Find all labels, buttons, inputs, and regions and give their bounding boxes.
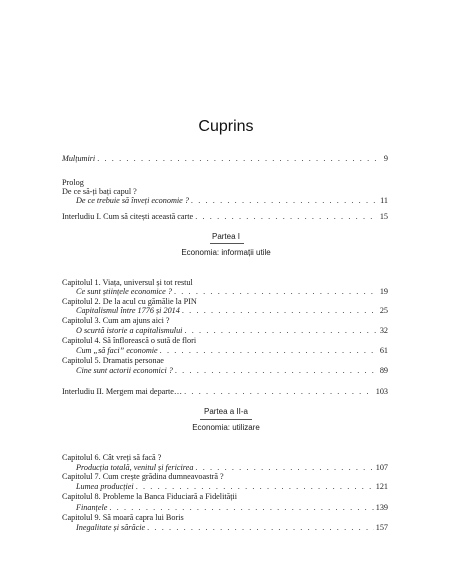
toc-chapter-label: Capitolul 5. Dramatis personae xyxy=(62,356,164,365)
toc-entry-label: Interludiu I. Cum să citești această carte xyxy=(62,212,194,221)
leader-dots xyxy=(184,326,377,336)
toc-chapter-4: Capitolul 4. Să înflorească o sută de flori xyxy=(62,336,197,345)
toc-entry-label: Cum „să faci” economie xyxy=(76,346,158,355)
toc-entry-label: Interludiu II. Mergem mai departe… xyxy=(62,387,183,396)
toc-entry-chapter-7[interactable] xyxy=(76,482,388,492)
leader-dots xyxy=(174,287,378,297)
toc-entry-label: Capitalismul între 1776 și 2014 xyxy=(76,306,180,315)
toc-page-number: 25 xyxy=(379,306,388,315)
toc-page-number: 103 xyxy=(375,387,388,396)
toc-entry-label: Producția totală, venitul și fericirea xyxy=(76,463,194,472)
toc-chapter-8: Capitolul 8. Probleme la Banca Fiduciară a Fidelității xyxy=(62,492,238,501)
toc-page-number: 32 xyxy=(379,326,388,335)
toc-entry-label: De ce trebuie să înveți economie ? xyxy=(76,196,189,205)
toc-entry-label: Inegalitate și sărăcie xyxy=(76,523,146,532)
toc-entry-chapter-5[interactable] xyxy=(76,366,388,376)
toc-entry-label: Lumea producției xyxy=(76,482,134,491)
toc-entry-label: O scurtă istorie a capitalismului xyxy=(76,326,183,335)
leader-dots xyxy=(109,503,373,513)
toc-entry-interludiu-2[interactable] xyxy=(62,387,388,397)
toc-chapter-3: Capitolul 3. Cum am ajuns aici ? xyxy=(62,316,170,325)
toc-chapter-7: Capitolul 7. Cum crește grădina dumneavoastră ? xyxy=(62,472,224,481)
toc-entry-chapter-4[interactable] xyxy=(76,346,388,356)
toc-entry-chapter-9[interactable] xyxy=(76,523,388,533)
toc-entry-label: Ce sunt științele economice ? xyxy=(76,287,172,296)
toc-page-number: 157 xyxy=(375,523,388,532)
leader-dots xyxy=(191,196,378,206)
toc-entry-chapter-3[interactable] xyxy=(76,326,388,336)
leader-dots xyxy=(97,154,382,164)
toc-chapter-6: Capitolul 6. Cât vreți să facă ? xyxy=(62,453,162,462)
part-1-label: Partea I xyxy=(211,232,240,241)
toc-entry-multumiri[interactable] xyxy=(62,154,388,164)
toc-entry-chapter-2[interactable] xyxy=(76,306,388,316)
leader-dots xyxy=(147,523,374,533)
toc-chapter-9: Capitolul 9. Să moară capra lui Boris xyxy=(62,513,184,522)
toc-page-number: 139 xyxy=(375,503,388,512)
toc-page-number: 107 xyxy=(375,463,388,472)
toc-entry-chapter-8[interactable] xyxy=(76,503,388,513)
toc-page-number: 9 xyxy=(383,154,388,163)
leader-dots xyxy=(175,366,378,376)
leader-dots xyxy=(160,346,378,356)
toc-chapter-5 xyxy=(62,356,164,366)
page-title: Cuprins xyxy=(198,118,254,135)
toc-entry-label: Cine sunt actorii economici ? xyxy=(76,366,173,375)
leader-dots xyxy=(195,212,378,222)
leader-dots xyxy=(184,387,374,397)
toc-entry-interludiu-1[interactable] xyxy=(62,212,388,222)
toc-chapter-2: Capitolul 2. De la acul cu gămălie la PIN xyxy=(62,297,197,306)
toc-page-number: 19 xyxy=(379,287,388,296)
leader-dots xyxy=(182,306,378,316)
part-2-subtitle: Economia: utilizare xyxy=(192,423,260,432)
toc-page-number: 11 xyxy=(380,196,388,205)
leader-dots xyxy=(136,482,374,492)
part-1-divider xyxy=(210,243,244,244)
toc-entry-label: Finanțele xyxy=(76,503,108,512)
toc-page-number: 121 xyxy=(375,482,388,491)
toc-heading-prolog: Prolog xyxy=(62,178,84,187)
part-1-subtitle: Economia: informații utile xyxy=(181,248,271,257)
toc-page-number: 15 xyxy=(379,212,388,221)
toc-chapter-1: Capitolul 1. Viața, universul și tot restul xyxy=(62,278,193,287)
toc-entry-label: Mulțumiri xyxy=(62,154,96,163)
toc-entry-prolog[interactable] xyxy=(76,196,388,206)
toc-page-number: 61 xyxy=(379,346,388,355)
toc-entry-chapter-1[interactable] xyxy=(76,287,388,297)
part-2-divider xyxy=(200,419,252,420)
part-2-label: Partea a II-a xyxy=(203,407,249,416)
toc-page-number: 89 xyxy=(379,366,388,375)
toc-entry-prolog-title: De ce să-ți bați capul ? xyxy=(62,187,137,196)
